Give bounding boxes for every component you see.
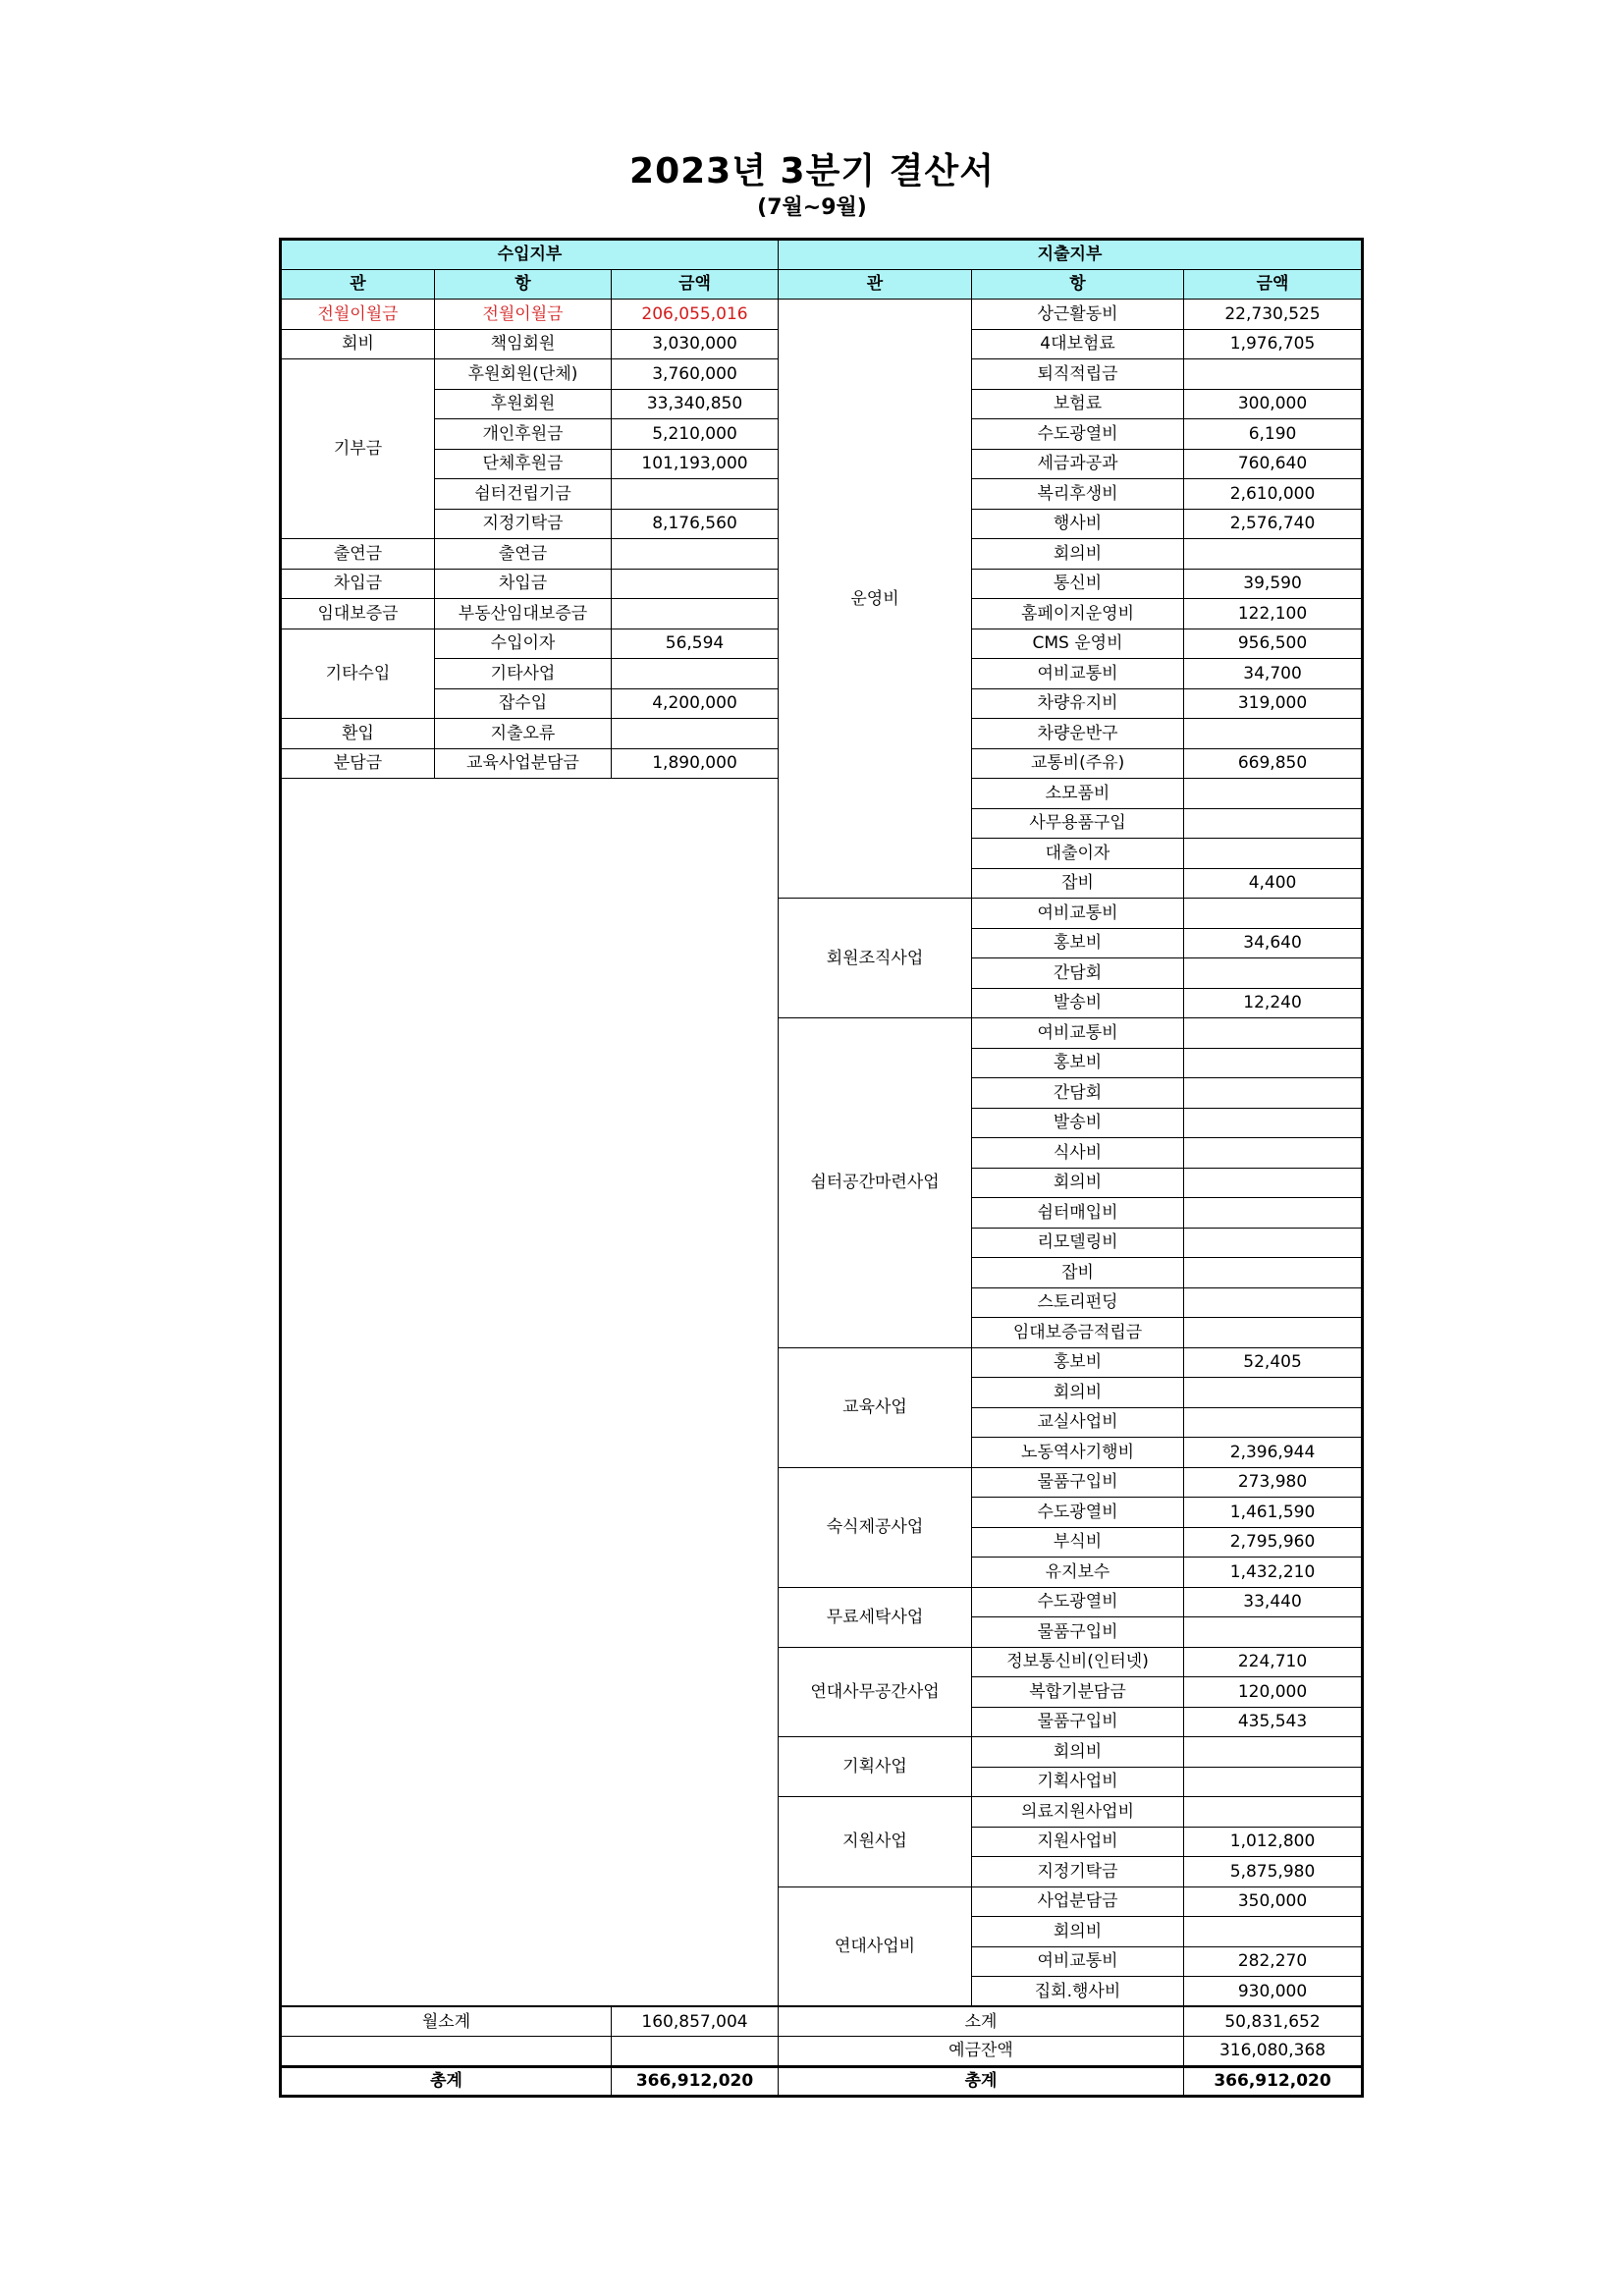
- expense-hang-cell: 부식비: [972, 1527, 1184, 1558]
- expense-hang-cell: 스토리펀딩: [972, 1287, 1184, 1318]
- income-hang-cell: 차입금: [435, 569, 612, 599]
- expense-amount-cell: 6,190: [1184, 419, 1363, 450]
- expense-hang-cell: 소모품비: [972, 779, 1184, 809]
- expense-amount-cell: 1,012,800: [1184, 1827, 1363, 1857]
- expense-amount-cell: 34,700: [1184, 659, 1363, 689]
- expense-hang-cell: 보험료: [972, 389, 1184, 419]
- expense-hang-cell: 발송비: [972, 988, 1184, 1018]
- expense-amount-header: 금액: [1184, 269, 1363, 300]
- document-title: 2023년 3분기 결산서: [629, 151, 995, 191]
- income-amount-cell: [612, 539, 779, 570]
- income-amount-cell: 1,890,000: [612, 748, 779, 779]
- expense-amount-cell: 956,500: [1184, 629, 1363, 659]
- expense-gwan-cell: 운영비: [779, 300, 972, 899]
- expense-gwan-cell: 회원조직사업: [779, 899, 972, 1018]
- expense-amount-cell: [1184, 1078, 1363, 1109]
- income-amount-cell: [612, 599, 779, 629]
- expense-amount-cell: 300,000: [1184, 389, 1363, 419]
- expense-subtotal-amount: 50,831,652: [1184, 2006, 1363, 2037]
- balance-row: [281, 2037, 1363, 2067]
- expense-amount-cell: [1184, 1378, 1363, 1408]
- expense-hang-cell: 의료지원사업비: [972, 1797, 1184, 1828]
- expense-hang-cell: 행사비: [972, 509, 1184, 539]
- expense-amount-cell: [1184, 899, 1363, 929]
- income-amount-cell: 5,210,000: [612, 419, 779, 450]
- expense-gwan-cell: 숙식제공사업: [779, 1467, 972, 1587]
- income-blank-area: [281, 779, 779, 2007]
- expense-hang-cell: 여비교통비: [972, 1018, 1184, 1049]
- income-hang-cell: 기타사업: [435, 659, 612, 689]
- expense-amount-cell: [1184, 839, 1363, 869]
- expense-total-label: 총계: [779, 2066, 1184, 2097]
- expense-hang-cell: 수도광열비: [972, 419, 1184, 450]
- expense-amount-cell: [1184, 1797, 1363, 1828]
- expense-balance-label: 예금잔액: [779, 2037, 1184, 2067]
- income-amount-cell: 8,176,560: [612, 509, 779, 539]
- income-amount-cell: [612, 479, 779, 510]
- expense-hang-cell: 통신비: [972, 569, 1184, 599]
- expense-hang-cell: 회의비: [972, 1917, 1184, 1947]
- income-gwan-cell: 환입: [281, 719, 435, 749]
- income-subtotal-label: 월소계: [281, 2006, 612, 2037]
- expense-hang-cell: 회의비: [972, 1737, 1184, 1768]
- expense-amount-cell: [1184, 539, 1363, 570]
- expense-amount-cell: 1,461,590: [1184, 1498, 1363, 1528]
- expense-hang-header: 항: [972, 269, 1184, 300]
- expense-amount-cell: 760,640: [1184, 449, 1363, 479]
- income-amount-cell: 56,594: [612, 629, 779, 659]
- expense-amount-cell: 33,440: [1184, 1587, 1363, 1617]
- expense-hang-cell: 여비교통비: [972, 899, 1184, 929]
- expense-hang-cell: CMS 운영비: [972, 629, 1184, 659]
- income-gwan-cell: 기타수입: [281, 629, 435, 719]
- column-header-row: [281, 269, 1363, 300]
- income-hang-header: 항: [435, 269, 612, 300]
- income-total-amount: 366,912,020: [612, 2066, 779, 2097]
- expense-hang-cell: 상근활동비: [972, 300, 1184, 330]
- income-gwan-cell: 전월이월금: [281, 300, 435, 330]
- expense-amount-cell: [1184, 1617, 1363, 1648]
- expense-gwan-cell: 교육사업: [779, 1347, 972, 1467]
- expense-amount-cell: 2,795,960: [1184, 1527, 1363, 1558]
- expense-hang-cell: 홈페이지운영비: [972, 599, 1184, 629]
- expense-amount-cell: 319,000: [1184, 688, 1363, 719]
- expense-hang-cell: 세금과공과: [972, 449, 1184, 479]
- expense-amount-cell: [1184, 1168, 1363, 1198]
- expense-subtotal-label: 소계: [779, 2006, 1184, 2037]
- expense-hang-cell: 수도광열비: [972, 1587, 1184, 1617]
- expense-amount-cell: 350,000: [1184, 1886, 1363, 1917]
- expense-amount-cell: [1184, 1048, 1363, 1078]
- income-amount-cell: 3,760,000: [612, 359, 779, 390]
- expense-amount-cell: [1184, 1198, 1363, 1229]
- expense-gwan-cell: 연대사업비: [779, 1886, 972, 2006]
- expense-hang-cell: 물품구입비: [972, 1707, 1184, 1737]
- income-amount-cell: [612, 719, 779, 749]
- expense-hang-cell: 교통비(주유): [972, 748, 1184, 779]
- expense-amount-cell: 2,396,944: [1184, 1438, 1363, 1468]
- expense-gwan-cell: 쉼터공간마련사업: [779, 1018, 972, 1348]
- subtotal-row: [281, 2006, 1363, 2037]
- income-hang-cell: 부동산임대보증금: [435, 599, 612, 629]
- expense-hang-cell: 퇴직적립금: [972, 359, 1184, 390]
- expense-hang-cell: 간담회: [972, 958, 1184, 989]
- income-gwan-cell: 기부금: [281, 359, 435, 539]
- income-amount-cell: 33,340,850: [612, 389, 779, 419]
- expense-section-header: 지출지부: [779, 240, 1363, 270]
- income-hang-cell: 지정기탁금: [435, 509, 612, 539]
- expense-hang-cell: 노동역사기행비: [972, 1438, 1184, 1468]
- expense-amount-cell: 224,710: [1184, 1647, 1363, 1677]
- expense-amount-cell: 4,400: [1184, 868, 1363, 899]
- income-hang-cell: 책임회원: [435, 329, 612, 359]
- expense-hang-cell: 회의비: [972, 1378, 1184, 1408]
- expense-hang-cell: 쉼터매입비: [972, 1198, 1184, 1229]
- expense-hang-cell: 홍보비: [972, 1048, 1184, 1078]
- income-hang-cell: 후원회원: [435, 389, 612, 419]
- expense-amount-cell: 5,875,980: [1184, 1857, 1363, 1887]
- expense-hang-cell: 여비교통비: [972, 1946, 1184, 1977]
- income-hang-cell: 단체후원금: [435, 449, 612, 479]
- expense-hang-cell: 기획사업비: [972, 1767, 1184, 1797]
- expense-amount-cell: 1,976,705: [1184, 329, 1363, 359]
- income-section-header: 수입지부: [281, 240, 779, 270]
- expense-amount-cell: 2,576,740: [1184, 509, 1363, 539]
- income-amount-header: 금액: [612, 269, 779, 300]
- document-period: (7월~9월): [757, 195, 867, 220]
- expense-amount-cell: [1184, 1318, 1363, 1348]
- expense-hang-cell: 간담회: [972, 1078, 1184, 1109]
- expense-amount-cell: 930,000: [1184, 1977, 1363, 2007]
- expense-amount-cell: [1184, 1018, 1363, 1049]
- income-hang-cell: 쉼터건립기금: [435, 479, 612, 510]
- table-row: [281, 300, 1363, 330]
- expense-hang-cell: 유지보수: [972, 1558, 1184, 1588]
- expense-amount-cell: [1184, 808, 1363, 839]
- income-amount-cell: 101,193,000: [612, 449, 779, 479]
- expense-amount-cell: 12,240: [1184, 988, 1363, 1018]
- expense-hang-cell: 홍보비: [972, 928, 1184, 958]
- expense-amount-cell: [1184, 359, 1363, 390]
- income-hang-cell: 지출오류: [435, 719, 612, 749]
- total-row: [281, 2066, 1363, 2097]
- expense-amount-cell: 120,000: [1184, 1677, 1363, 1708]
- expense-amount-cell: 2,610,000: [1184, 479, 1363, 510]
- income-balance-empty: [281, 2037, 612, 2067]
- income-hang-cell: 후원회원(단체): [435, 359, 612, 390]
- expense-hang-cell: 4대보험료: [972, 329, 1184, 359]
- expense-hang-cell: 잡비: [972, 1258, 1184, 1288]
- expense-amount-cell: [1184, 779, 1363, 809]
- income-hang-cell: 수입이자: [435, 629, 612, 659]
- expense-amount-cell: 1,432,210: [1184, 1558, 1363, 1588]
- expense-hang-cell: 차량유지비: [972, 688, 1184, 719]
- expense-amount-cell: [1184, 1767, 1363, 1797]
- expense-amount-cell: [1184, 1737, 1363, 1768]
- expense-hang-cell: 임대보증금적립금: [972, 1318, 1184, 1348]
- expense-amount-cell: 435,543: [1184, 1707, 1363, 1737]
- income-hang-cell: 잡수입: [435, 688, 612, 719]
- expense-hang-cell: 복합기분담금: [972, 1677, 1184, 1708]
- expense-amount-cell: [1184, 1287, 1363, 1318]
- income-hang-cell: 개인후원금: [435, 419, 612, 450]
- expense-gwan-cell: 기획사업: [779, 1737, 972, 1797]
- expense-balance-amount: 316,080,368: [1184, 2037, 1363, 2067]
- expense-hang-cell: 대출이자: [972, 839, 1184, 869]
- expense-amount-cell: [1184, 1138, 1363, 1169]
- expense-gwan-cell: 무료세탁사업: [779, 1587, 972, 1647]
- expense-hang-cell: 물품구입비: [972, 1467, 1184, 1498]
- expense-gwan-cell: 지원사업: [779, 1797, 972, 1887]
- income-amount-cell: [612, 569, 779, 599]
- expense-hang-cell: 차량운반구: [972, 719, 1184, 749]
- income-amount-cell: 3,030,000: [612, 329, 779, 359]
- income-gwan-cell: 출연금: [281, 539, 435, 570]
- income-balance-amount-empty: [612, 2037, 779, 2067]
- section-header-row: [281, 240, 1363, 270]
- expense-amount-cell: [1184, 1258, 1363, 1288]
- expense-hang-cell: 집회.행사비: [972, 1977, 1184, 2007]
- expense-amount-cell: 669,850: [1184, 748, 1363, 779]
- expense-amount-cell: 282,270: [1184, 1946, 1363, 1977]
- expense-amount-cell: [1184, 1108, 1363, 1138]
- expense-amount-cell: 22,730,525: [1184, 300, 1363, 330]
- expense-amount-cell: 34,640: [1184, 928, 1363, 958]
- expense-amount-cell: [1184, 958, 1363, 989]
- expense-hang-cell: 수도광열비: [972, 1498, 1184, 1528]
- settlement-table: [279, 238, 1364, 2098]
- expense-hang-cell: 회의비: [972, 1168, 1184, 1198]
- expense-hang-cell: 지원사업비: [972, 1827, 1184, 1857]
- expense-hang-cell: 발송비: [972, 1108, 1184, 1138]
- income-amount-cell: [612, 659, 779, 689]
- expense-amount-cell: [1184, 1917, 1363, 1947]
- expense-gwan-header: 관: [779, 269, 972, 300]
- expense-hang-cell: 지정기탁금: [972, 1857, 1184, 1887]
- expense-hang-cell: 정보통신비(인터넷): [972, 1647, 1184, 1677]
- expense-amount-cell: [1184, 1228, 1363, 1258]
- income-amount-cell: 4,200,000: [612, 688, 779, 719]
- expense-hang-cell: 물품구입비: [972, 1617, 1184, 1648]
- expense-hang-cell: 잡비: [972, 868, 1184, 899]
- expense-hang-cell: 홍보비: [972, 1347, 1184, 1378]
- income-hang-cell: 출연금: [435, 539, 612, 570]
- income-gwan-header: 관: [281, 269, 435, 300]
- expense-amount-cell: [1184, 719, 1363, 749]
- expense-hang-cell: 회의비: [972, 539, 1184, 570]
- expense-gwan-cell: 연대사무공간사업: [779, 1647, 972, 1737]
- income-total-label: 총계: [281, 2066, 612, 2097]
- income-subtotal-amount: 160,857,004: [612, 2006, 779, 2037]
- expense-hang-cell: 사업분담금: [972, 1886, 1184, 1917]
- expense-hang-cell: 여비교통비: [972, 659, 1184, 689]
- expense-hang-cell: 리모델링비: [972, 1228, 1184, 1258]
- expense-amount-cell: 52,405: [1184, 1347, 1363, 1378]
- expense-amount-cell: 122,100: [1184, 599, 1363, 629]
- expense-hang-cell: 사무용품구입: [972, 808, 1184, 839]
- income-amount-cell: 206,055,016: [612, 300, 779, 330]
- expense-amount-cell: 39,590: [1184, 569, 1363, 599]
- expense-total-amount: 366,912,020: [1184, 2066, 1363, 2097]
- income-hang-cell: 교육사업분담금: [435, 748, 612, 779]
- income-hang-cell: 전월이월금: [435, 300, 612, 330]
- expense-hang-cell: 복리후생비: [972, 479, 1184, 510]
- income-gwan-cell: 회비: [281, 329, 435, 359]
- income-gwan-cell: 임대보증금: [281, 599, 435, 629]
- income-gwan-cell: 차입금: [281, 569, 435, 599]
- expense-amount-cell: 273,980: [1184, 1467, 1363, 1498]
- expense-hang-cell: 식사비: [972, 1138, 1184, 1169]
- expense-amount-cell: [1184, 1407, 1363, 1438]
- expense-hang-cell: 교실사업비: [972, 1407, 1184, 1438]
- income-gwan-cell: 분담금: [281, 748, 435, 779]
